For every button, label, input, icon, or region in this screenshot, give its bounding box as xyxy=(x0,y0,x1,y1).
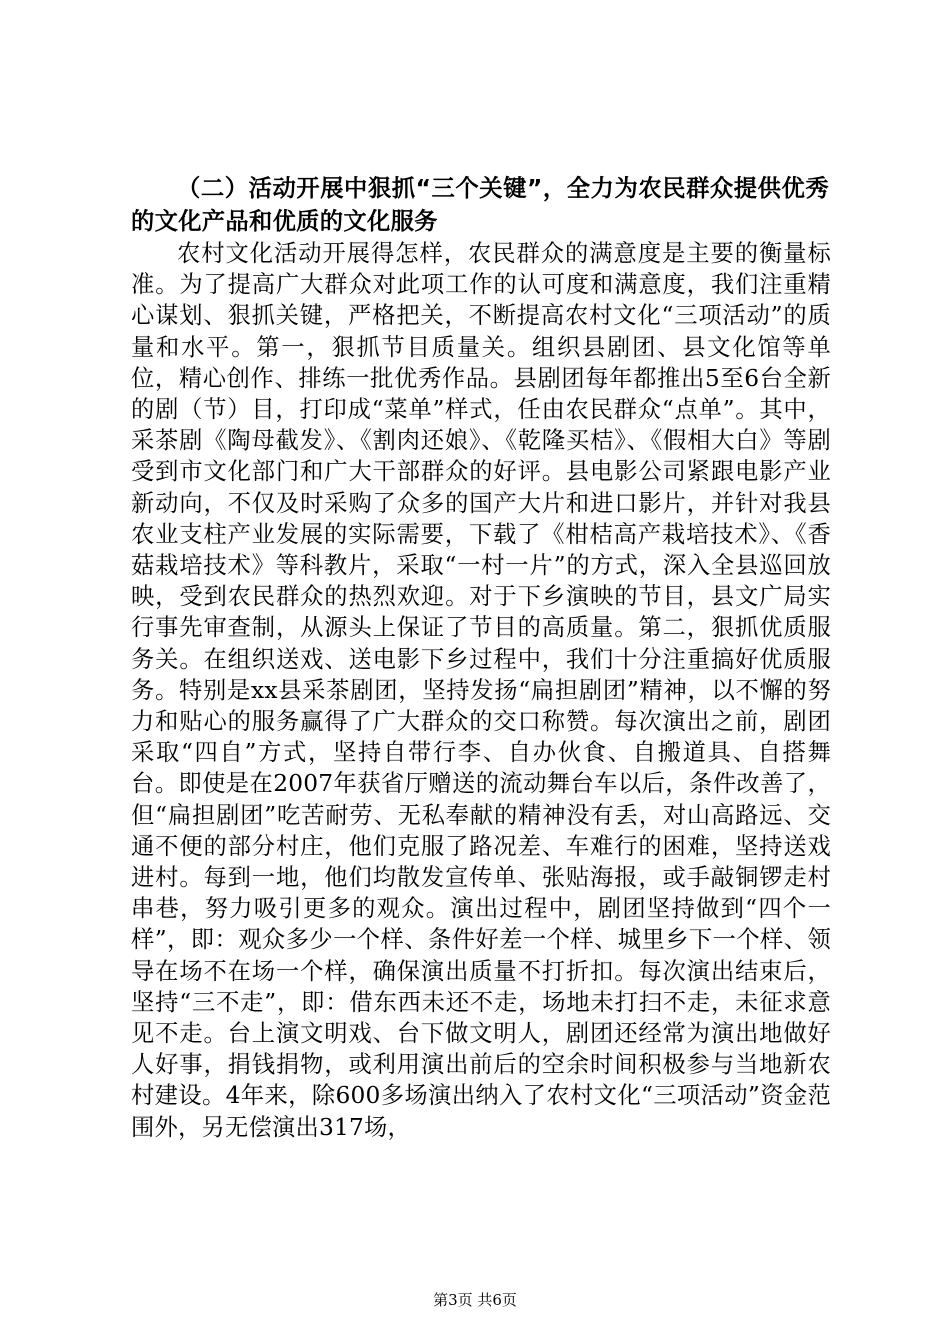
body-paragraph: 农村文化活动开展得怎样，农民群众的满意度是主要的衡量标准。为了提高广大群众对此项工作的认可度和满意度，我们注重精心谋划、狠抓关键，严格把关，不断提高农村文化“三项活动”的质量和水平。第一，狠抓节目质量关。组织县剧团、县文化馆等单位，精心创作、排练一批优秀作品。县剧团每年都推出5至6台全新的剧（节）目，打印成“菜单”样式，任由农民群众“点单”。其中，采茶剧《陶母截发》、《割肉还娘》、《乾隆买桔》、《假相大白》等剧受到市文化部门和广大干部群众的好评。县电影公司紧跟电影产业新动向，不仅及时采购了众多的国产大片和进口影片，并针对我县农业支柱产业发展的实际需要，下载了《柑桔高产栽培技术》、《香菇栽培技术》等科教片，采取“一村一片”的方式，深入全县巡回放映，受到农民群众的热烈欢迎。对于下乡演映的节目，县文广局实行事先审查制，从源头上保证了节目的高质量。第二，狠抓优质服务关。在组织送戏、送电影下乡过程中，我们十分注重搞好优质服务。特别是xx县采茶剧团，坚持发扬“扁担剧团”精神，以不懈的努力和贴心的服务赢得了广大群众的交口称赞。每次演出之前，剧团采取“四自”方式，坚持自带行李、自办伙食、自搬道具、自搭舞台。即使是在2007年获省厅赠送的流动舞台车以后，条件改善了，但“扁担剧团”吃苦耐劳、无私奉献的精神没有丢，对山高路远、交通不便的部分村庄，他们克服了路况差、车难行的困难，坚持送戏进村。每到一地，他们均散发宣传单、张贴海报，或手敲铜锣走村串巷，努力吸引更多的观众。演出过程中，剧团坚持做到“四个一样”，即：观众多少一个样、条件好差一个样、城里乡下一个样、领导在场不在场一个样，确保演出质量不打折扣。每次演出结束后，坚持“三不走”，即：借东西未还不走，场地未打扫不走，未征求意见不走。台上演文明戏、台下做文明人，剧团还经常为演出地做好人好事，捐钱捐物，或利用演出前后的空余时间积极参与当地新农村建设。4年来，除600多场演出纳入了农村文化“三项活动”资金范围外，另无偿演出317场， xyxy=(131,240,831,1141)
section-heading: （二）活动开展中狠抓“三个关键”，全力为农民群众提供优秀的文化产品和优质的文化服务 xyxy=(131,175,829,235)
page-number-footer: 第3页 共6页 xyxy=(433,1291,517,1309)
